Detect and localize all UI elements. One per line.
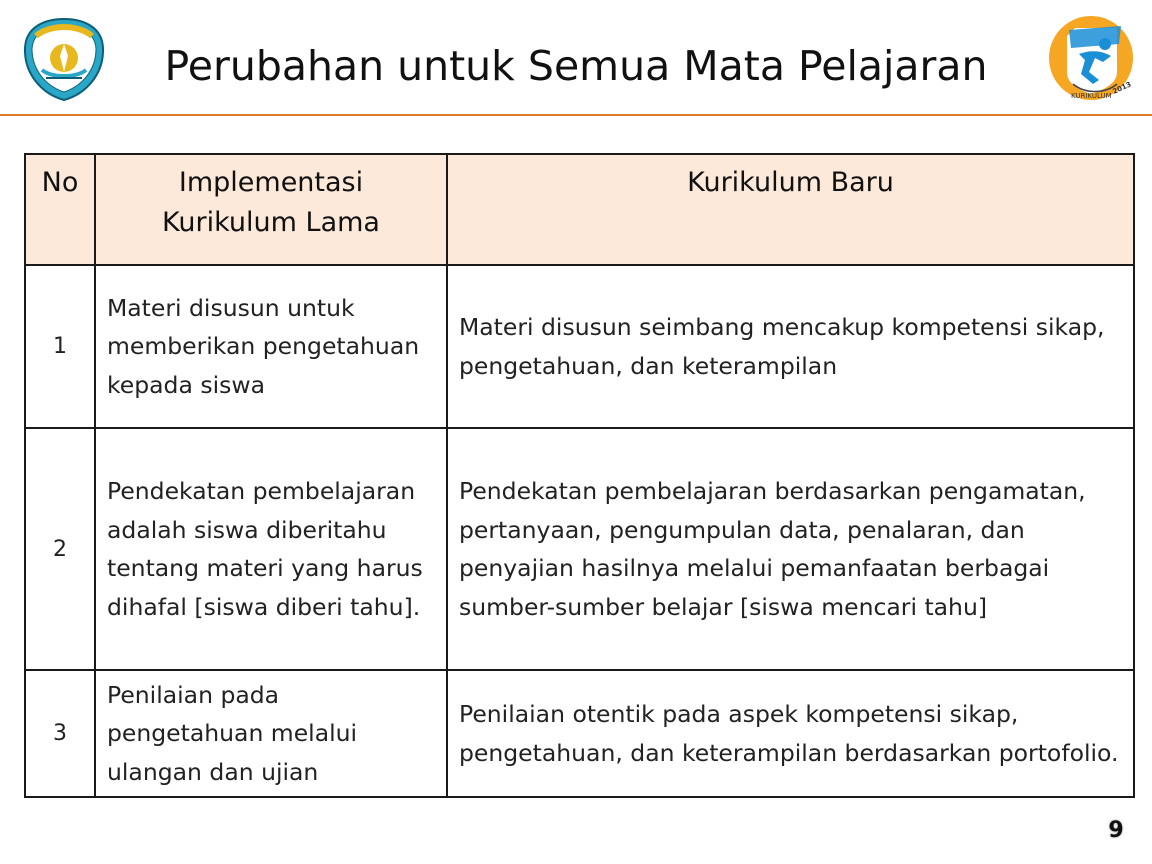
header-new-curriculum: Kurikulum Baru	[447, 154, 1134, 265]
row-number: 2	[25, 428, 95, 670]
old-curriculum-cell: Penilaian pada pengetahuan melalui ulangan dan ujian	[95, 670, 447, 797]
row-number: 3	[25, 670, 95, 797]
svg-text:KURIKULUM: KURIKULUM	[1071, 92, 1112, 100]
tut-wuri-handayani-logo	[22, 16, 106, 102]
emblem-icon	[22, 16, 106, 102]
title-divider	[0, 114, 1152, 116]
header-old-line1: Implementasi	[178, 167, 364, 198]
table-row	[25, 428, 1134, 670]
comparison-table	[24, 153, 1135, 798]
old-curriculum-cell: Pendekatan pembelajaran adalah siswa diberitahu tentang materi yang harus dihafal [siswa diberi tahu].	[95, 428, 447, 670]
svg-text:2013: 2013	[1111, 80, 1133, 96]
kurikulum-2013-logo	[1045, 14, 1137, 104]
table-row	[25, 265, 1134, 428]
old-curriculum-cell: Materi disusun untuk memberikan pengetahuan kepada siswa	[95, 265, 447, 428]
new-curriculum-cell: Penilaian otentik pada aspek kompetensi sikap, pengetahuan, dan keterampilan berdasarkan portofolio.	[447, 670, 1134, 797]
table-header-row	[25, 154, 1134, 265]
header-no: No	[25, 154, 95, 265]
page-title: Perubahan untuk Semua Mata Pelajaran	[164, 42, 988, 90]
page-number: 9	[1108, 818, 1124, 843]
kurikulum-figure-icon	[1045, 14, 1137, 104]
header-old-curriculum	[95, 154, 447, 265]
new-curriculum-cell: Materi disusun seimbang mencakup kompetensi sikap, pengetahuan, dan keterampilan	[447, 265, 1134, 428]
row-number: 1	[25, 265, 95, 428]
table-row	[25, 670, 1134, 797]
header-old-line2: Kurikulum Lama	[162, 207, 380, 238]
new-curriculum-cell: Pendekatan pembelajaran berdasarkan pengamatan, pertanyaan, pengumpulan data, penalaran, dan penyajian hasilnya melalui pemanfaatan berbagai sumber-sumber belajar [siswa mencari tahu]	[447, 428, 1134, 670]
